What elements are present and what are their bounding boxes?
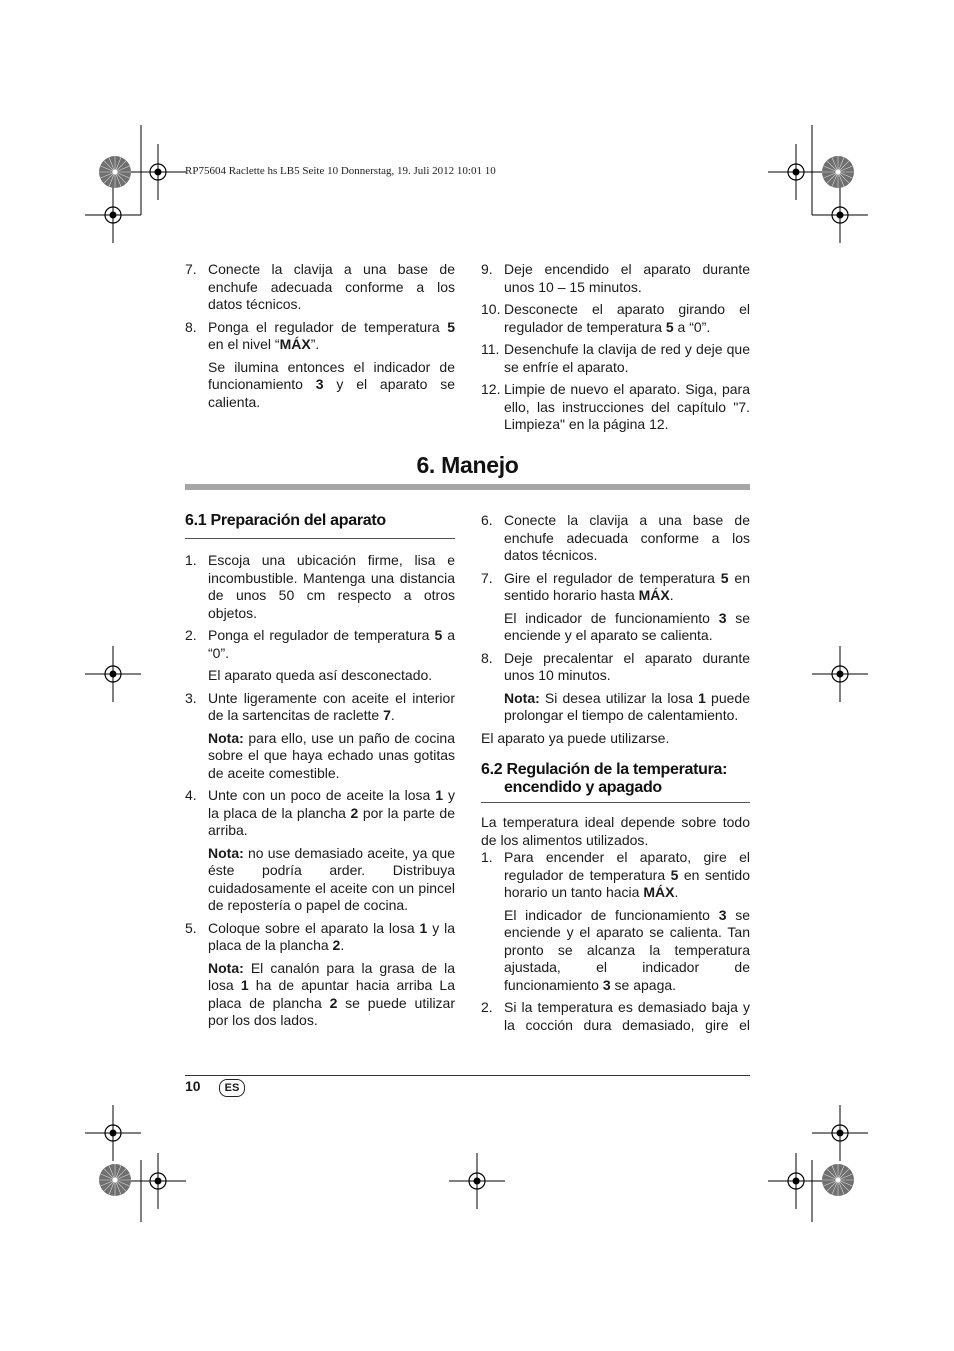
list-item: 1. Para encender el aparato, gire el regulador de temperatura 5 en sentido horario un tanto hacia MÁX. El indicador de funcionamiento 3 se enciende y el aparato se calienta. Tan pronto se alcanza la temperatura ajustada, el indicador de funcionamiento 3 se apaga. — [481, 849, 751, 993]
list-item: 10. Desconecte el aparato girando el regulador de temperatura 5 a “0”. — [481, 301, 750, 335]
subsection-rule — [185, 538, 455, 539]
list-item: 7. Conecte la clavija a una base de enchufe adecuada conforme a los datos técnicos. — [185, 261, 455, 312]
list-item: 6. Conecte la clavija a una base de enchufe adecuada conforme a los datos técnicos. — [481, 512, 750, 563]
subsection-rule — [481, 802, 750, 803]
section-title-bar — [185, 484, 750, 490]
list-item: 11. Desenchufe la clavija de red y deje que se enfríe el aparato. — [481, 341, 750, 375]
list-item: 7. Gire el regulador de temperatura 5 en sentido horario hasta MÁX. El indicador de funcionamiento 3 se enciende y el aparato se calienta. — [481, 569, 750, 643]
list-item: 5. Coloque sobre el aparato la losa 1 y la placa de la plancha 2. Nota: El canalón para la grasa de la losa 1 ha de apuntar hacia arriba La placa de plancha 2 se puede utilizar por los dos lados. — [185, 919, 455, 1028]
print-header: RP75604 Raclette hs LB5 Seite 10 Donnerstag, 19. Juli 2012 10:01 10 — [185, 165, 496, 177]
list-item: 2. Ponga el regulador de temperatura 5 a “0”. El aparato queda así desconectado. — [185, 627, 455, 683]
list-item: 8. Ponga el regulador de temperatura 5 en el nivel “MÁX”. Se ilumina entonces el indicador de funcionamiento 3 y el aparato se calienta. — [185, 318, 456, 410]
preparation-list-continued — [481, 512, 750, 747]
preparation-list — [185, 552, 455, 1035]
list-item: 2. Si la temperatura es demasiado baja y la cocción dura demasiado, gire el — [481, 999, 750, 1033]
intro-text: La temperatura ideal depende sobre todo de los alimentos utilizados. — [481, 814, 750, 848]
page-number: 10 — [185, 1078, 201, 1094]
subsection-title: 6.1 Preparación del aparato — [185, 512, 386, 529]
footer-rule — [185, 1075, 750, 1076]
temperature-list — [481, 814, 750, 1039]
list-item: 9. Deje encendido el aparato durante unos 10 – 15 minutos. — [481, 261, 750, 295]
subsection-title: 6.2 Regulación de la temperatura: encendido y apagado — [481, 761, 728, 796]
list-item: 4. Unte con un poco de aceite la losa 1 y la placa de la plancha 2 por la parte de arriba. Nota: no use demasiado aceite, ya que éste podría arder. Distribuya cuidadosamente el aceite con un pincel de repostería o papel de cocina. — [185, 787, 456, 913]
top-right-column — [481, 261, 750, 439]
list-item: 3. Unte ligeramente con aceite el interior de la sartencitas de raclette 7. Nota: para ello, use un paño de cocina sobre el que haya echado unas gotitas de aceite comestible. — [185, 689, 455, 781]
closing-text: El aparato ya puede utilizarse. — [481, 729, 670, 746]
language-badge: ES — [219, 1079, 245, 1097]
list-item: 1. Escoja una ubicación firme, lisa e incombustible. Mantenga una distancia de unos 50 cm respecto a otros objetos. — [185, 552, 455, 621]
list-item: 12. Limpie de nuevo el aparato. Siga, para ello, las instrucciones del capítulo "7. Limpieza" en la página 12. — [481, 381, 750, 432]
top-left-column — [185, 261, 455, 416]
list-item: 8. Deje precalentar el aparato durante unos 10 minutos. Nota: Si desea utilizar la losa 1 puede prolongar el tiempo de calentamiento. — [481, 649, 750, 723]
section-title: 6. Manejo — [416, 452, 519, 478]
